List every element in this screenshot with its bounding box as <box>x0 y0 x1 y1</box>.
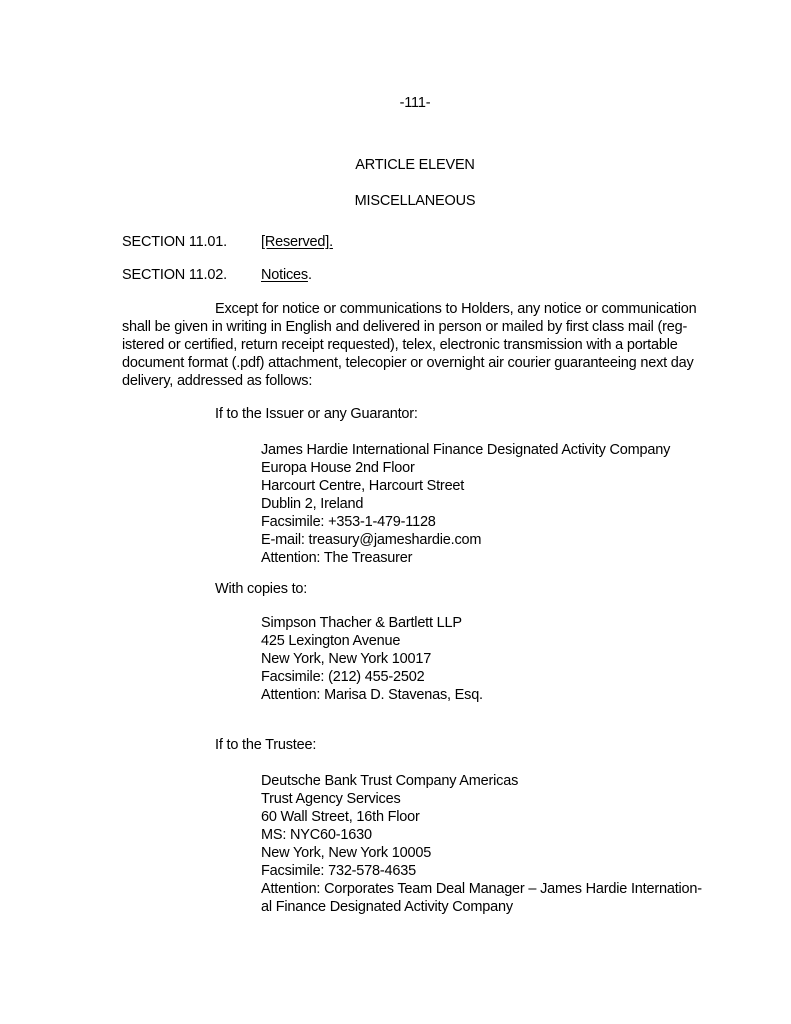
trustee-address-line: New York, New York 10005 <box>261 845 432 861</box>
paragraph-line: delivery, addressed as follows: <box>122 373 313 389</box>
issuer-address-block <box>261 441 670 567</box>
trustee-label: If to the Trustee: <box>215 737 317 753</box>
section-11-02-number: SECTION 11.02. <box>122 267 227 283</box>
trustee-attention-continued: al Finance Designated Activity Company <box>261 899 513 915</box>
trustee-address-line: 60 Wall Street, 16th Floor <box>261 809 420 825</box>
issuer-attention: Attention: The Treasurer <box>261 550 413 566</box>
issuer-address-line: Harcourt Centre, Harcourt Street <box>261 478 465 494</box>
copies-address-line: New York, New York 10017 <box>261 651 432 667</box>
trustee-facsimile: Facsimile: 732-578-4635 <box>261 863 416 879</box>
issuer-address-line: Europa House 2nd Floor <box>261 460 415 476</box>
section-11-02-heading: Notices <box>261 267 308 283</box>
copies-address-block <box>261 614 483 704</box>
paragraph-line: shall be given in writing in English and delivered in person or mailed by first class mail (reg- <box>122 319 688 335</box>
issuer-facsimile: Facsimile: +353-1-479-1128 <box>261 514 436 530</box>
page-number: -111- <box>399 95 431 111</box>
copies-attention: Attention: Marisa D. Stavenas, Esq. <box>261 687 483 703</box>
trustee-address-line: Trust Agency Services <box>261 791 401 807</box>
trustee-mail-stop: MS: NYC60-1630 <box>261 827 372 843</box>
section-11-01-heading: [Reserved]. <box>261 234 333 250</box>
paragraph-line: Except for notice or communications to Holders, any notice or communication <box>215 301 697 317</box>
issuer-address-line: Dublin 2, Ireland <box>261 496 364 512</box>
issuer-label: If to the Issuer or any Guarantor: <box>215 406 418 422</box>
paragraph-line: document format (.pdf) attachment, telecopier or overnight air courier guaranteeing next day <box>122 355 694 371</box>
notice-paragraph <box>122 300 712 390</box>
trustee-address-block <box>261 772 702 916</box>
trustee-attention: Attention: Corporates Team Deal Manager – James Hardie Internation- <box>261 881 702 897</box>
article-title: ARTICLE ELEVEN <box>355 157 475 173</box>
section-11-01-number: SECTION 11.01. <box>122 234 227 250</box>
copies-address-line: 425 Lexington Avenue <box>261 633 401 649</box>
copies-firm-name: Simpson Thacher & Bartlett LLP <box>261 615 462 631</box>
article-subtitle: MISCELLANEOUS <box>354 193 476 209</box>
issuer-email: E-mail: treasury@jameshardie.com <box>261 532 482 548</box>
copies-facsimile: Facsimile: (212) 455-2502 <box>261 669 425 685</box>
copies-label: With copies to: <box>215 581 308 597</box>
section-11-02-heading-wrap <box>261 266 312 284</box>
paragraph-line: istered or certified, return receipt requested), telex, electronic transmission with a portable <box>122 337 678 353</box>
section-11-02-heading-suffix: . <box>307 267 312 283</box>
issuer-company-name: James Hardie International Finance Designated Activity Company <box>261 442 671 458</box>
trustee-company-name: Deutsche Bank Trust Company Americas <box>261 773 519 789</box>
